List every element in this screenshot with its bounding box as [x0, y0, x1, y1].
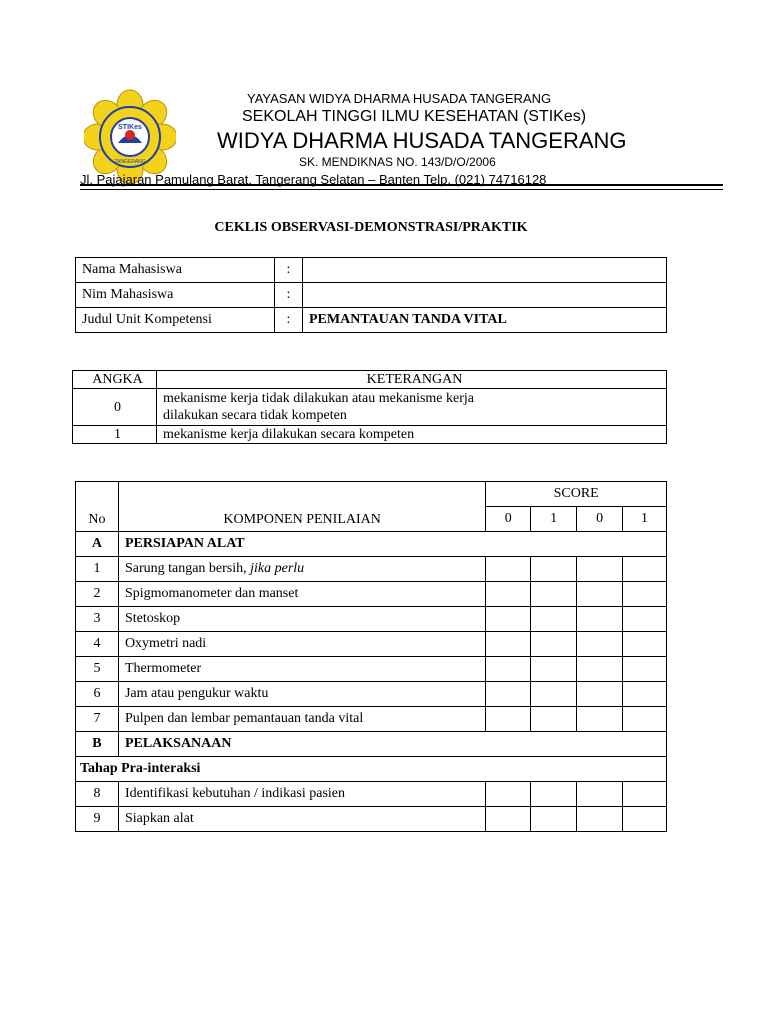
score-cell[interactable]	[531, 607, 577, 632]
identity-label: Nim Mahasiswa	[76, 283, 275, 308]
score-column-1: 1	[623, 507, 667, 532]
item-number: 2	[76, 582, 119, 607]
stikes-logo	[84, 89, 176, 185]
identity-label: Judul Unit Kompetensi	[76, 308, 275, 333]
document-title: CEKLIS OBSERVASI-DEMONSTRASI/PRAKTIK	[214, 220, 528, 235]
score-cell[interactable]	[486, 582, 531, 607]
logo-text: STIKes	[118, 124, 142, 131]
item-text-italic: jika perlu	[250, 561, 305, 576]
item-text: Thermometer	[118, 657, 485, 682]
subsection-row	[76, 757, 667, 782]
item-number: 9	[76, 807, 119, 832]
legend-description	[157, 389, 667, 426]
item-number: 8	[76, 782, 119, 807]
item-text: Oxymetri nadi	[118, 632, 485, 657]
score-legend-table	[72, 370, 667, 444]
item-number: 5	[76, 657, 119, 682]
foundation-name: YAYASAN WIDYA DHARMA HUSADA TANGERANG	[247, 91, 552, 106]
score-cell[interactable]	[623, 582, 667, 607]
score-column-0: 0	[486, 507, 531, 532]
score-cell[interactable]	[577, 607, 623, 632]
score-cell[interactable]	[623, 632, 667, 657]
score-cell[interactable]	[531, 557, 577, 582]
score-cell[interactable]	[486, 557, 531, 582]
column-header-angka: ANGKA	[73, 371, 157, 389]
item-number: 7	[76, 707, 119, 732]
score-cell[interactable]	[531, 682, 577, 707]
score-cell[interactable]	[623, 807, 667, 832]
assessment-table	[75, 481, 667, 832]
score-cell[interactable]	[577, 682, 623, 707]
score-cell[interactable]	[623, 707, 667, 732]
item-text: Siapkan alat	[118, 807, 485, 832]
score-cell[interactable]	[577, 657, 623, 682]
score-cell[interactable]	[486, 682, 531, 707]
table-row	[73, 389, 667, 426]
legend-angka: 0	[73, 389, 157, 426]
score-cell[interactable]	[531, 707, 577, 732]
table-row	[76, 582, 667, 607]
item-text: Stetoskop	[118, 607, 485, 632]
item-text: Jam atau pengukur waktu	[118, 682, 485, 707]
score-cell[interactable]	[531, 582, 577, 607]
item-text: Identifikasi kebutuhan / indikasi pasien	[118, 782, 485, 807]
score-cell[interactable]	[577, 807, 623, 832]
score-cell[interactable]	[486, 657, 531, 682]
score-cell[interactable]	[577, 707, 623, 732]
institution-name: WIDYA DHARMA HUSADA TANGERANG	[217, 128, 627, 153]
column-header-keterangan: KETERANGAN	[157, 371, 667, 389]
section-row	[76, 732, 667, 757]
score-cell[interactable]	[623, 782, 667, 807]
score-column-1: 1	[531, 507, 577, 532]
score-cell[interactable]	[623, 657, 667, 682]
item-text: Spigmomanometer dan manset	[118, 582, 485, 607]
item-number: 6	[76, 682, 119, 707]
score-cell[interactable]	[577, 782, 623, 807]
score-column-0: 0	[577, 507, 623, 532]
score-cell[interactable]	[486, 632, 531, 657]
item-text-main: Sarung tangan bersih,	[124, 561, 251, 576]
column-header-component: KOMPONEN PENILAIAN	[118, 482, 485, 532]
section-letter: B	[76, 732, 119, 757]
item-number: 3	[76, 607, 119, 632]
identity-label: Nama Mahasiswa	[76, 258, 275, 283]
table-row	[76, 807, 667, 832]
colon: :	[275, 258, 303, 283]
score-cell[interactable]	[577, 632, 623, 657]
item-number: 4	[76, 632, 119, 657]
legend-angka: 1	[73, 426, 157, 444]
table-header-row	[73, 371, 667, 389]
institution-address: Jl. Pajajaran Pamulang Barat, Tangerang Selatan – Banten Telp. (021) 74716128	[80, 172, 547, 187]
competency-unit-value: PEMANTAUAN TANDA VITAL	[303, 308, 667, 333]
table-row	[76, 682, 667, 707]
score-cell[interactable]	[577, 557, 623, 582]
table-row	[76, 607, 667, 632]
column-header-no: No	[76, 482, 119, 532]
section-row	[76, 532, 667, 557]
decree-number: SK. MENDIKNAS NO. 143/D/O/2006	[299, 155, 496, 169]
legend-description: mekanisme kerja dilakukan secara kompeten	[157, 426, 667, 444]
table-row	[76, 707, 667, 732]
section-title: PERSIAPAN ALAT	[118, 532, 666, 557]
student-name-field[interactable]	[303, 258, 667, 283]
subsection-title: Tahap Pra-interaksi	[76, 757, 667, 782]
letterhead-rule-thin	[80, 189, 723, 190]
school-name: SEKOLAH TINGGI ILMU KESEHATAN (STIKes)	[242, 108, 587, 125]
item-text	[118, 557, 485, 582]
legend-description-line: mekanisme kerja tidak dilakukan atau mekanisme kerja	[163, 391, 474, 406]
table-row	[76, 283, 667, 308]
colon: :	[275, 283, 303, 308]
score-cell[interactable]	[486, 807, 531, 832]
student-nim-field[interactable]	[303, 283, 667, 308]
score-cell[interactable]	[486, 707, 531, 732]
table-row	[76, 557, 667, 582]
table-row	[76, 258, 667, 283]
letterhead-rule	[80, 184, 723, 186]
score-cell[interactable]	[531, 657, 577, 682]
table-row	[76, 657, 667, 682]
table-row	[76, 632, 667, 657]
score-cell[interactable]	[623, 682, 667, 707]
logo-bottom-text: TANGERANG	[114, 159, 146, 165]
item-number: 1	[76, 557, 119, 582]
table-row	[76, 782, 667, 807]
score-cell[interactable]	[623, 607, 667, 632]
colon: :	[275, 308, 303, 333]
score-cell[interactable]	[486, 782, 531, 807]
score-cell[interactable]	[531, 632, 577, 657]
score-cell[interactable]	[531, 782, 577, 807]
item-text: Pulpen dan lembar pemantauan tanda vital	[118, 707, 485, 732]
table-header-row	[76, 482, 667, 507]
section-letter: A	[76, 532, 119, 557]
score-cell[interactable]	[623, 557, 667, 582]
score-cell[interactable]	[531, 807, 577, 832]
legend-description-line: dilakukan secara tidak kompeten	[163, 408, 347, 423]
column-header-score: SCORE	[486, 482, 667, 507]
score-cell[interactable]	[486, 607, 531, 632]
section-title: PELAKSANAAN	[118, 732, 666, 757]
table-row	[76, 308, 667, 333]
student-identity-table	[75, 257, 667, 333]
score-cell[interactable]	[577, 582, 623, 607]
table-row	[73, 426, 667, 444]
